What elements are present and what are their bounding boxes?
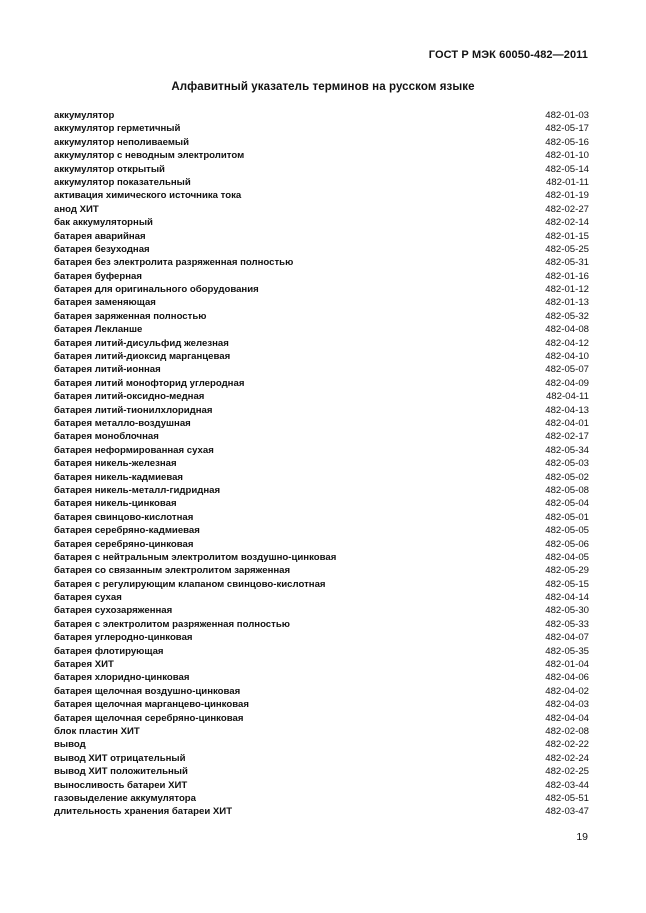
term-row: [54, 176, 589, 189]
term-row: [54, 363, 589, 376]
term-row: [54, 444, 589, 457]
term-text: батарея неформированная сухая: [54, 444, 214, 456]
term-row: [54, 671, 589, 684]
term-text: аккумулятор: [54, 110, 115, 121]
term-text: батарея аварийная: [54, 230, 146, 242]
term-text: батарея литий-оксидно-медная: [54, 391, 205, 403]
term-code: 482-03-44: [545, 779, 589, 791]
term-row: [54, 122, 589, 135]
term-row: [54, 283, 589, 296]
term-row: [54, 752, 589, 765]
term-code: 482-05-17: [545, 123, 589, 135]
term-text: батарея с нейтральным электролитом воздушно-цинковая: [54, 551, 337, 563]
term-text: блок пластин ХИТ: [54, 725, 140, 737]
term-row: [54, 430, 589, 443]
term-code: 482-01-15: [545, 230, 589, 242]
term-text: батарея моноблочная: [54, 431, 159, 443]
term-code: 482-01-11: [545, 176, 589, 188]
term-text: анод ХИТ: [54, 203, 99, 215]
term-text: длительность хранения батареи ХИТ: [54, 806, 233, 818]
term-code: 482-05-15: [545, 578, 589, 590]
term-code: 482-04-02: [545, 685, 589, 697]
term-row: [54, 109, 589, 122]
term-text: батарея без электролита разряженная полностью: [54, 257, 294, 269]
term-code: 482-01-16: [545, 270, 589, 282]
term-row: [54, 792, 589, 805]
term-code: 482-04-09: [545, 377, 589, 389]
term-text: активация химического источника тока: [54, 190, 242, 202]
term-code: 482-04-04: [545, 712, 589, 724]
term-row: [54, 417, 589, 430]
term-row: [54, 471, 589, 484]
term-code: 482-04-08: [545, 324, 589, 336]
term-row: [54, 310, 589, 323]
term-code: 482-02-17: [545, 431, 589, 443]
term-row: [54, 618, 589, 631]
term-row: [54, 685, 589, 698]
term-text: батарея ХИТ: [54, 659, 114, 671]
page-number: 19: [576, 831, 588, 843]
term-text: батарея с электролитом разряженная полностью: [54, 618, 290, 630]
term-row: [54, 377, 589, 390]
term-code: 482-05-51: [545, 792, 589, 804]
term-row: [54, 698, 589, 711]
term-text: батарея заменяющая: [54, 297, 156, 309]
term-text: батарея хлоридно-цинковая: [54, 672, 190, 684]
term-text: батарея никель-металл-гидридная: [54, 484, 221, 496]
standard-header: ГОСТ Р МЭК 60050-482—2011: [428, 49, 588, 61]
term-code: 482-01-12: [545, 284, 589, 296]
term-code: 482-04-06: [545, 672, 589, 684]
term-row: [54, 136, 589, 149]
term-text: батарея буферная: [54, 270, 142, 282]
term-row: [54, 765, 589, 778]
term-text: батарея литий-диоксид марганцевая: [54, 351, 231, 363]
term-text: батарея литий монофторид углеродная: [54, 377, 245, 389]
term-code: 482-02-08: [545, 725, 589, 737]
term-code: 482-05-31: [545, 257, 589, 269]
term-row: [54, 404, 589, 417]
term-code: 482-04-01: [545, 417, 589, 429]
term-text: батарея литий-ионная: [54, 364, 161, 376]
term-code: 482-02-14: [545, 217, 589, 229]
term-text: аккумулятор неполиваемый: [54, 136, 190, 148]
term-row: [54, 337, 589, 350]
term-row: [54, 457, 589, 470]
term-text: вывод: [54, 739, 86, 751]
term-text: батарея углеродно-цинковая: [54, 632, 193, 644]
term-text: бак аккумуляторный: [54, 217, 153, 229]
term-code: 482-04-10: [545, 351, 589, 363]
term-code: 482-05-03: [545, 458, 589, 470]
term-text: батарея никель-цинковая: [54, 498, 177, 510]
term-code: 482-05-30: [545, 605, 589, 617]
term-text: газовыделение аккумулятора: [54, 792, 196, 804]
index-title: Алфавитный указатель терминов на русском языке: [171, 81, 475, 93]
term-text: батарея щелочная марганцево-цинковая: [54, 699, 249, 711]
term-row: [54, 604, 589, 617]
term-code: 482-01-03: [545, 110, 589, 121]
term-row: [54, 270, 589, 283]
term-row: [54, 390, 589, 403]
term-code: 482-04-14: [545, 592, 589, 604]
term-row: [54, 497, 589, 510]
term-row: [54, 243, 589, 256]
term-row: [54, 591, 589, 604]
term-code: 482-05-05: [545, 525, 589, 537]
term-text: батарея щелочная серебряно-цинковая: [54, 712, 244, 724]
term-text: батарея никель-кадмиевая: [54, 471, 184, 483]
term-row: [54, 296, 589, 309]
term-code: 482-01-13: [545, 297, 589, 309]
term-code: 482-01-04: [545, 659, 589, 671]
term-code: 482-05-33: [545, 618, 589, 630]
term-row: [54, 256, 589, 269]
term-row: [54, 564, 589, 577]
term-code: 482-03-47: [545, 806, 589, 818]
term-text: батарея флотирующая: [54, 645, 164, 657]
term-code: 482-01-19: [545, 190, 589, 202]
term-text: батарея литий-тионилхлоридная: [54, 404, 213, 416]
term-text: батарея никель-железная: [54, 458, 177, 470]
term-code: 482-04-03: [545, 699, 589, 711]
term-code: 482-04-13: [545, 404, 589, 416]
term-text: батарея металло-воздушная: [54, 417, 191, 429]
term-code: 482-05-29: [545, 565, 589, 577]
term-index-list: [54, 109, 589, 819]
term-code: 482-05-35: [545, 645, 589, 657]
term-text: батарея заряженная полностью: [54, 310, 207, 322]
term-row: [54, 163, 589, 176]
term-row: [54, 350, 589, 363]
term-text: батарея серебряно-цинковая: [54, 538, 194, 550]
term-code: 482-05-32: [545, 310, 589, 322]
term-code: 482-04-12: [545, 337, 589, 349]
term-text: батарея Лекланше: [54, 324, 143, 336]
term-code: 482-01-10: [545, 150, 589, 162]
term-row: [54, 779, 589, 792]
term-row: [54, 551, 589, 564]
term-code: 482-05-07: [545, 364, 589, 376]
term-row: [54, 524, 589, 537]
term-row: [54, 631, 589, 644]
term-row: [54, 484, 589, 497]
term-text: батарея со связанным электролитом заряженная: [54, 565, 291, 577]
term-text: батарея сухозаряженная: [54, 605, 173, 617]
term-code: 482-05-16: [545, 136, 589, 148]
term-code: 482-05-14: [545, 163, 589, 175]
term-code: 482-04-07: [545, 632, 589, 644]
term-code: 482-02-24: [545, 752, 589, 764]
term-row: [54, 538, 589, 551]
term-text: батарея для оригинального оборудования: [54, 284, 259, 296]
term-row: [54, 216, 589, 229]
term-code: 482-05-25: [545, 243, 589, 255]
term-text: батарея свинцово-кислотная: [54, 511, 194, 523]
term-row: [54, 230, 589, 243]
term-code: 482-02-25: [545, 766, 589, 778]
term-row: [54, 578, 589, 591]
term-code: 482-05-34: [545, 444, 589, 456]
term-text: батарея безуходная: [54, 243, 150, 255]
term-row: [54, 738, 589, 751]
term-row: [54, 658, 589, 671]
term-code: 482-05-04: [545, 498, 589, 510]
term-row: [54, 511, 589, 524]
term-code: 482-05-02: [545, 471, 589, 483]
term-row: [54, 805, 589, 818]
term-text: батарея сухая: [54, 592, 122, 604]
term-code: 482-02-27: [545, 203, 589, 215]
term-text: выносливость батареи ХИТ: [54, 779, 188, 791]
term-code: 482-05-08: [545, 484, 589, 496]
term-code: 482-04-05: [545, 551, 589, 563]
term-text: батарея литий-дисульфид железная: [54, 337, 229, 349]
term-text: аккумулятор показательный: [54, 176, 191, 188]
term-text: вывод ХИТ отрицательный: [54, 752, 186, 764]
term-row: [54, 725, 589, 738]
term-text: аккумулятор с неводным электролитом: [54, 150, 245, 162]
term-text: батарея щелочная воздушно-цинковая: [54, 685, 241, 697]
term-row: [54, 323, 589, 336]
term-text: аккумулятор открытый: [54, 163, 165, 175]
term-code: 482-05-06: [545, 538, 589, 550]
term-row: [54, 645, 589, 658]
term-text: аккумулятор герметичный: [54, 123, 181, 135]
term-row: [54, 203, 589, 216]
term-row: [54, 149, 589, 162]
term-row: [54, 712, 589, 725]
term-row: [54, 189, 589, 202]
term-text: вывод ХИТ положительный: [54, 766, 188, 778]
term-code: 482-05-01: [545, 511, 589, 523]
term-code: 482-02-22: [545, 739, 589, 751]
term-code: 482-04-11: [545, 391, 589, 403]
term-text: батарея серебряно-кадмиевая: [54, 525, 200, 537]
term-text: батарея с регулирующим клапаном свинцово-кислотная: [54, 578, 326, 590]
